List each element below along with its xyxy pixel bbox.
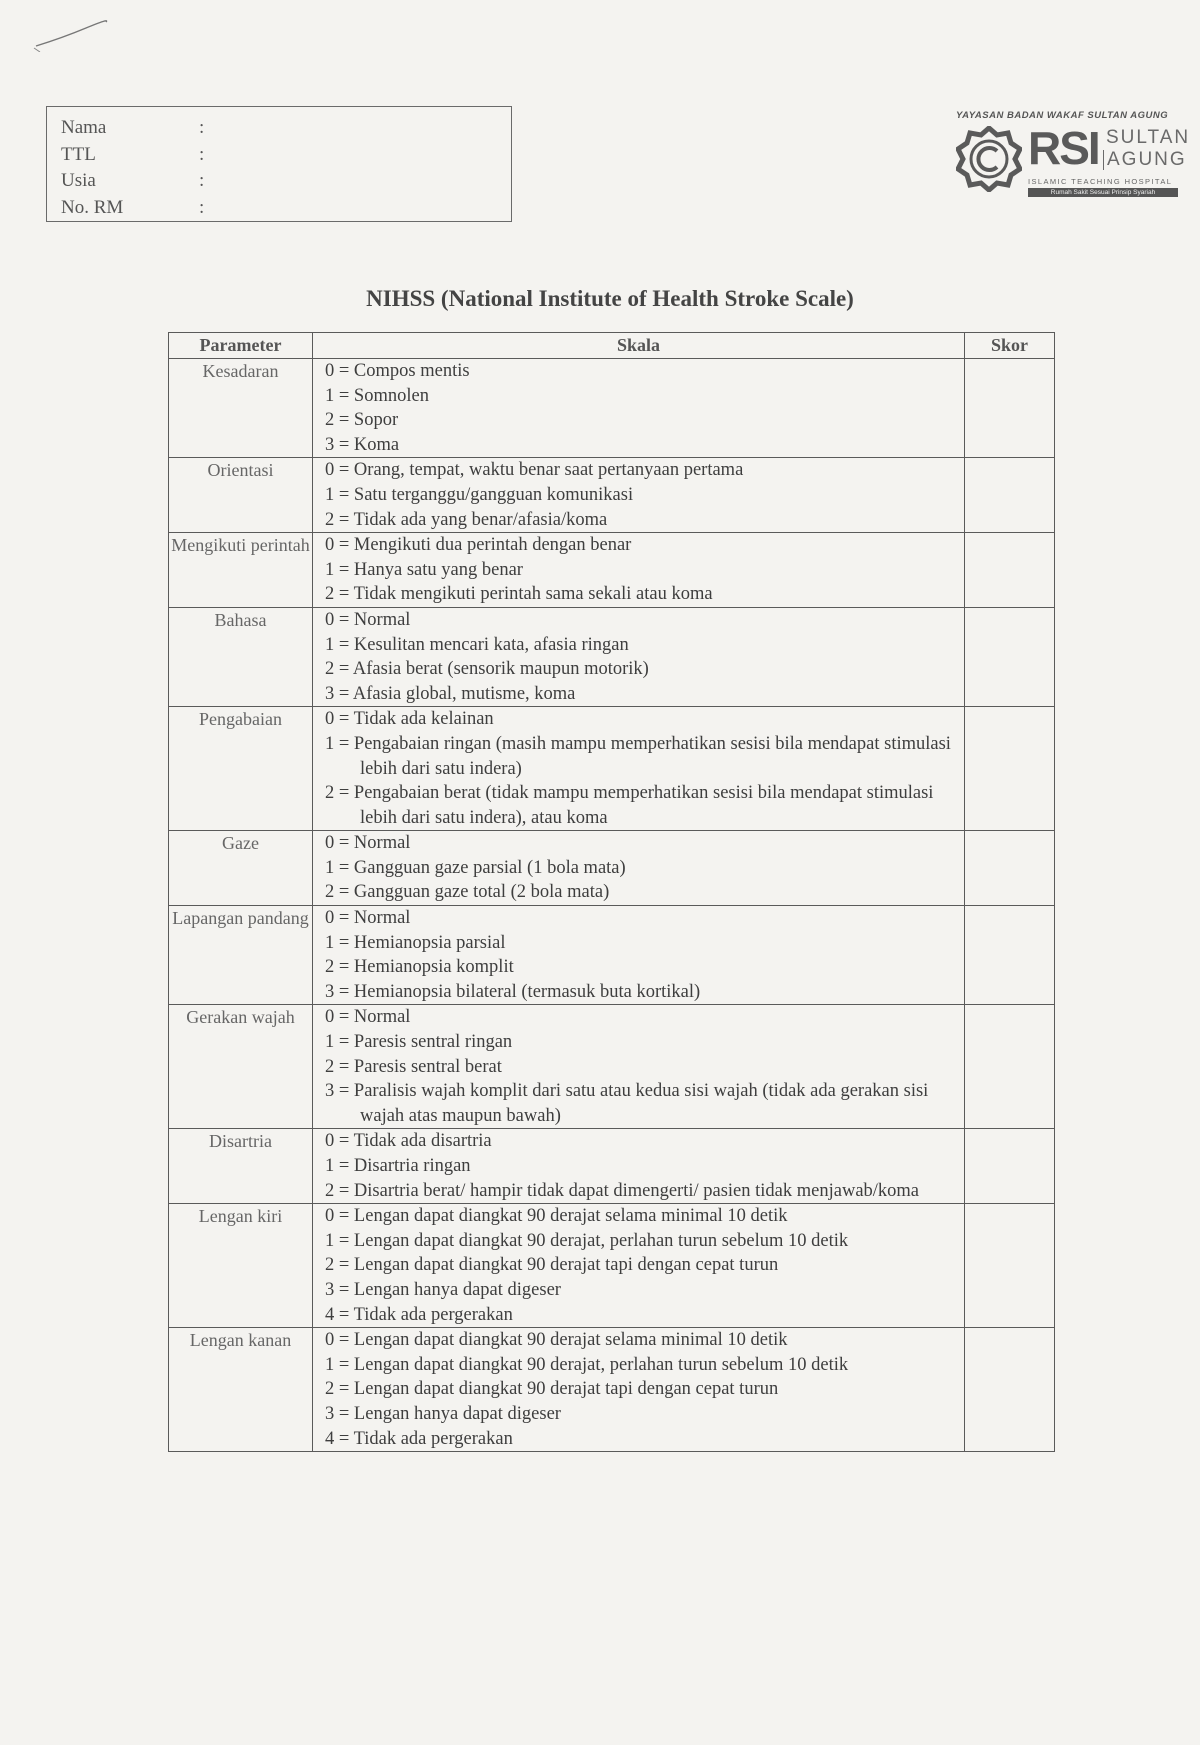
scale-option: 2 = Tidak ada yang benar/afasia/koma bbox=[325, 509, 608, 530]
table-body bbox=[169, 359, 1055, 1452]
scale-option: 0 = Compos mentis bbox=[325, 361, 470, 381]
scale-option: 3 = Paralisis wajah komplit dari satu atau kedua sisi wajah (tidak ada gerakan sisi wajah atas maupun bawah) bbox=[325, 1081, 929, 1126]
table-row bbox=[169, 607, 1055, 706]
logo-foundation-text: YAYASAN BADAN WAKAF SULTAN AGUNG bbox=[956, 110, 1169, 121]
logo-subtitle: ISLAMIC TEACHING HOSPITAL bbox=[1028, 177, 1173, 186]
parameter-cell: Gerakan wajah bbox=[169, 1005, 313, 1129]
table-row bbox=[169, 458, 1055, 533]
scale-option: 0 = Normal bbox=[325, 908, 411, 929]
scale-option: 2 = Tidak mengikuti perintah sama sekali atau koma bbox=[325, 584, 713, 605]
score-input-cell[interactable] bbox=[965, 1005, 1055, 1129]
header-skala: Skala bbox=[313, 333, 965, 359]
scale-option: 1 = Lengan dapat diangkat 90 derajat, perlahan turun sebelum 10 detik bbox=[325, 1354, 849, 1375]
nihss-table bbox=[168, 332, 1055, 1452]
table-row bbox=[169, 359, 1055, 458]
scale-cell bbox=[313, 906, 965, 1005]
scale-cell bbox=[313, 533, 965, 608]
scale-option: 0 = Orang, tempat, waktu benar saat pertanyaan pertama bbox=[325, 460, 744, 481]
score-input-cell[interactable] bbox=[965, 1129, 1055, 1204]
table-row bbox=[169, 533, 1055, 608]
score-input-cell[interactable] bbox=[965, 1328, 1055, 1452]
scale-option: 1 = Gangguan gaze parsial (1 bola mata) bbox=[325, 857, 626, 878]
field-label: TTL bbox=[61, 143, 96, 165]
parameter-cell: Lengan kanan bbox=[169, 1328, 313, 1452]
logo-rsi-text: RSI bbox=[1028, 122, 1099, 174]
parameter-cell: Gaze bbox=[169, 831, 313, 906]
scale-option: 0 = Lengan dapat diangkat 90 derajat selama minimal 10 detik bbox=[325, 1330, 788, 1351]
scale-option: 3 = Koma bbox=[325, 434, 400, 455]
scale-option: 1 = Hemianopsia parsial bbox=[325, 932, 506, 953]
field-colon: : bbox=[199, 196, 205, 218]
table-header-row bbox=[169, 333, 1055, 359]
scale-cell bbox=[313, 1328, 965, 1452]
scale-option: 2 = Pengabaian berat (tidak mampu memperhatikan sesisi bila mendapat stimulasi lebih dari satu indera), atau koma bbox=[325, 783, 934, 828]
score-input-cell[interactable] bbox=[965, 906, 1055, 1005]
scale-cell bbox=[313, 1129, 965, 1204]
table-row bbox=[169, 1204, 1055, 1328]
logo-agung-text: AGUNG bbox=[1103, 150, 1187, 170]
scale-option: 1 = Kesulitan mencari kata, afasia ringan bbox=[325, 634, 629, 655]
field-label: Usia bbox=[61, 170, 96, 192]
scale-cell bbox=[313, 1204, 965, 1328]
scale-option: 4 = Tidak ada pergerakan bbox=[325, 1304, 513, 1325]
patient-field-ttl bbox=[61, 142, 511, 169]
scale-option: 2 = Paresis sentral berat bbox=[325, 1056, 502, 1077]
nihss-table-wrap bbox=[168, 332, 1054, 1452]
header-skor: Skor bbox=[965, 333, 1055, 359]
scale-option: 4 = Tidak ada pergerakan bbox=[325, 1428, 513, 1449]
score-input-cell[interactable] bbox=[965, 533, 1055, 608]
scale-option: 2 = Hemianopsia komplit bbox=[325, 957, 514, 978]
score-input-cell[interactable] bbox=[965, 359, 1055, 458]
scale-option: 0 = Normal bbox=[325, 1007, 411, 1028]
scale-option: 0 = Mengikuti dua perintah dengan benar bbox=[325, 535, 632, 556]
scale-option: 0 = Normal bbox=[325, 833, 411, 854]
scale-option: 1 = Satu terganggu/gangguan komunikasi bbox=[325, 484, 634, 505]
table-row bbox=[169, 906, 1055, 1005]
field-colon: : bbox=[199, 117, 205, 139]
scale-cell bbox=[313, 707, 965, 831]
parameter-cell: Orientasi bbox=[169, 458, 313, 533]
score-input-cell[interactable] bbox=[965, 707, 1055, 831]
scale-option: 2 = Disartria berat/ hampir tidak dapat dimengerti/ pasien tidak menjawab/koma bbox=[325, 1180, 920, 1201]
patient-field-no-rm bbox=[61, 195, 511, 222]
scale-option: 0 = Tidak ada disartria bbox=[325, 1131, 492, 1152]
table-row bbox=[169, 831, 1055, 906]
scale-option: 3 = Hemianopsia bilateral (termasuk buta kortikal) bbox=[325, 981, 701, 1002]
scale-option: 3 = Afasia global, mutisme, koma bbox=[325, 683, 576, 704]
scale-option: 1 = Lengan dapat diangkat 90 derajat, perlahan turun sebelum 10 detik bbox=[325, 1230, 849, 1251]
parameter-cell: Bahasa bbox=[169, 607, 313, 706]
field-label: No. RM bbox=[61, 196, 124, 218]
scale-option: 1 = Paresis sentral ringan bbox=[325, 1032, 513, 1053]
score-input-cell[interactable] bbox=[965, 831, 1055, 906]
scale-option: 3 = Lengan hanya dapat digeser bbox=[325, 1403, 561, 1424]
scale-option: 0 = Tidak ada kelainan bbox=[325, 709, 494, 730]
scale-option: 1 = Pengabaian ringan (masih mampu memperhatikan sesisi bila mendapat stimulasi lebih dari satu indera) bbox=[325, 733, 951, 779]
scale-option: 2 = Sopor bbox=[325, 410, 399, 431]
scale-option: 3 = Lengan hanya dapat digeser bbox=[325, 1279, 561, 1300]
scale-cell bbox=[313, 359, 965, 458]
scale-cell bbox=[313, 458, 965, 533]
scale-option: 2 = Lengan dapat diangkat 90 derajat tapi dengan cepat turun bbox=[325, 1379, 779, 1400]
rsi-emblem-icon bbox=[956, 126, 1022, 192]
pen-mark bbox=[32, 12, 122, 52]
logo-sultan-text: SULTAN bbox=[1106, 127, 1191, 148]
scale-option: 1 = Hanya satu yang benar bbox=[325, 559, 523, 580]
parameter-cell: Pengabaian bbox=[169, 707, 313, 831]
scale-option: 2 = Gangguan gaze total (2 bola mata) bbox=[325, 882, 610, 903]
document-title: NIHSS (National Institute of Health Stroke Scale) bbox=[366, 286, 854, 311]
scale-option: 2 = Afasia berat (sensorik maupun motorik) bbox=[325, 659, 649, 680]
hospital-logo bbox=[950, 108, 1191, 204]
patient-field-nama bbox=[61, 115, 511, 142]
scale-option: 2 = Lengan dapat diangkat 90 derajat tapi dengan cepat turun bbox=[325, 1255, 779, 1276]
table-row bbox=[169, 707, 1055, 831]
table-row bbox=[169, 1005, 1055, 1129]
table-row bbox=[169, 1129, 1055, 1204]
field-colon: : bbox=[199, 170, 205, 192]
score-input-cell[interactable] bbox=[965, 1204, 1055, 1328]
score-input-cell[interactable] bbox=[965, 458, 1055, 533]
patient-info-box bbox=[46, 106, 512, 222]
scale-cell bbox=[313, 1005, 965, 1129]
scale-option: 0 = Lengan dapat diangkat 90 derajat selama minimal 10 detik bbox=[325, 1206, 788, 1227]
scale-option: 0 = Normal bbox=[325, 609, 411, 630]
field-label: Nama bbox=[61, 117, 107, 139]
patient-field-usia bbox=[61, 168, 511, 195]
scale-cell bbox=[313, 607, 965, 706]
parameter-cell: Disartria bbox=[169, 1129, 313, 1204]
scale-option: 1 = Disartria ringan bbox=[325, 1156, 471, 1176]
parameter-cell: Kesadaran bbox=[169, 359, 313, 458]
scale-cell bbox=[313, 831, 965, 906]
scale-option: 1 = Somnolen bbox=[325, 385, 429, 406]
score-input-cell[interactable] bbox=[965, 607, 1055, 706]
table-row bbox=[169, 1328, 1055, 1452]
parameter-cell: Mengikuti perintah bbox=[169, 533, 313, 608]
parameter-cell: Lapangan pandang bbox=[169, 906, 313, 1005]
field-colon: : bbox=[199, 143, 205, 165]
logo-strip: Rumah Sakit Sesuai Prinsip Syariah bbox=[1028, 188, 1178, 197]
header-parameter: Parameter bbox=[169, 333, 313, 359]
parameter-cell: Lengan kiri bbox=[169, 1204, 313, 1328]
